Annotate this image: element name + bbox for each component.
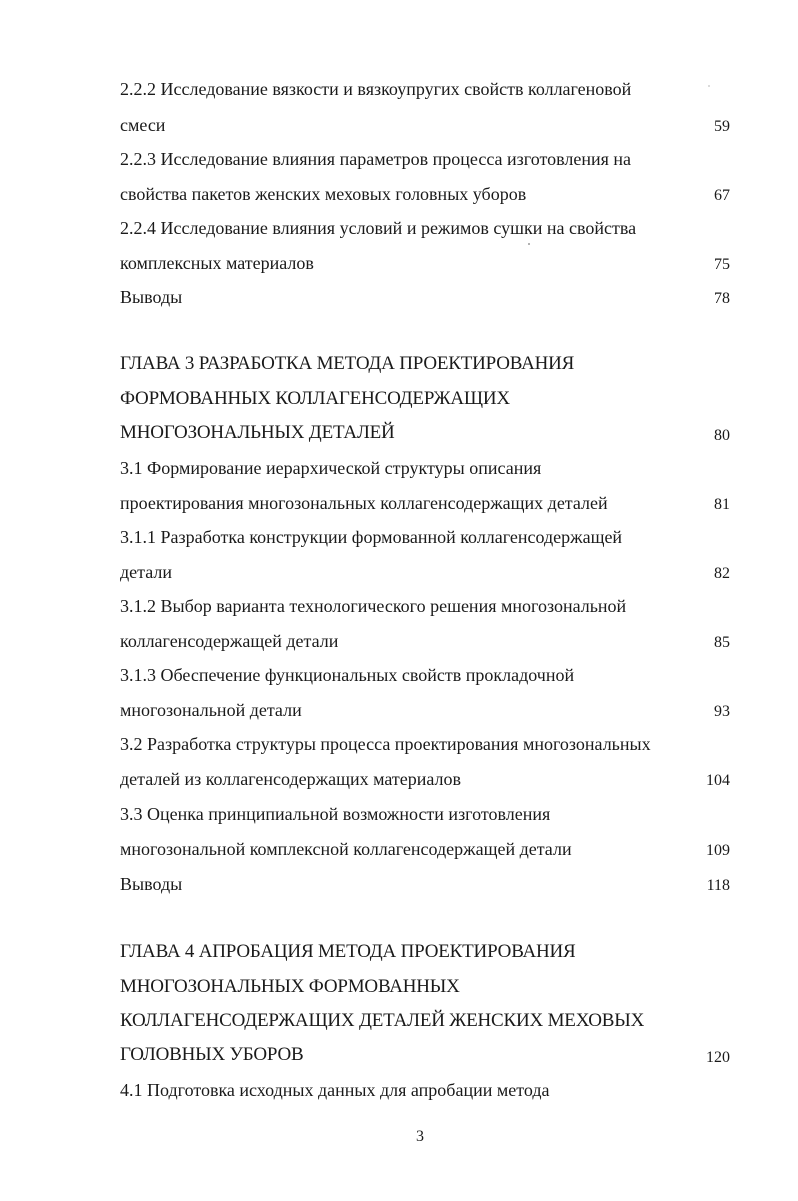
toc-entry-2-2-3-page: 67: [714, 187, 730, 204]
toc-entry-3-1-2-line1: 3.1.2 Выбор варианта технологического решения многозональной: [120, 596, 627, 616]
toc-entry-3-3-line1: 3.3 Оценка принципиальной возможности изготовления: [120, 804, 551, 824]
toc-entry-2-2-2-line1: 2.2.2 Исследование вязкости и вязкоупругих свойств коллагеновой: [120, 79, 632, 99]
toc-chapter-3-line3: МНОГОЗОНАЛЬНЫХ ДЕТАЛЕЙ: [120, 422, 395, 443]
toc-entry-conclusions-2-page: 78: [714, 290, 730, 307]
toc-chapter-3-line2: ФОРМОВАННЫХ КОЛЛАГЕНСОДЕРЖАЩИХ: [120, 388, 510, 409]
toc-entry-3-1-1-line1: 3.1.1 Разработка конструкции формованной коллагенсодержащей: [120, 527, 623, 547]
toc-entry-4-1-line1: 4.1 Подготовка исходных данных для апробации метода: [120, 1080, 550, 1100]
scan-speck: [708, 85, 710, 87]
toc-entry-3-1-3-line2: многозональной детали: [120, 700, 302, 720]
toc-chapter-4-line1: ГЛАВА 4 АПРОБАЦИЯ МЕТОДА ПРОЕКТИРОВАНИЯ: [120, 941, 576, 962]
toc-chapter-4-page: 120: [706, 1049, 730, 1066]
toc-chapter-4-line4: ГОЛОВНЫХ УБОРОВ: [120, 1044, 304, 1065]
toc-entry-3-1-3-line1: 3.1.3 Обеспечение функциональных свойств прокладочной: [120, 665, 575, 685]
toc-entry-3-2-line2: деталей из коллагенсодержащих материалов: [120, 769, 461, 789]
toc-chapter-4-line2: МНОГОЗОНАЛЬНЫХ ФОРМОВАННЫХ: [120, 976, 460, 997]
toc-entry-3-1-1-line2: детали: [120, 562, 172, 582]
page-number: 3: [416, 1128, 424, 1145]
toc-entry-conclusions-3: Выводы: [120, 874, 183, 894]
toc-entry-2-2-2-page: 59: [714, 118, 730, 135]
toc-entry-3-1-page: 81: [714, 496, 730, 513]
toc-entry-3-1-1-page: 82: [714, 565, 730, 582]
toc-entry-3-3-line2: многозональной комплексной коллагенсодержащей детали: [120, 839, 572, 859]
toc-entry-3-2-line1: 3.2 Разработка структуры процесса проектирования многозональных: [120, 734, 651, 754]
toc-entry-3-1-line1: 3.1 Формирование иерархической структуры описания: [120, 458, 542, 478]
toc-entry-2-2-4-line1: 2.2.4 Исследование влияния условий и режимов сушки на свойства: [120, 218, 637, 238]
toc-entry-3-1-line2: проектирования многозональных коллагенсодержащих деталей: [120, 493, 608, 513]
toc-chapter-3-page: 80: [714, 427, 730, 444]
toc-entry-3-3-page: 109: [706, 842, 730, 859]
toc-entry-3-1-2-page: 85: [714, 634, 730, 651]
toc-entry-2-2-3-line1: 2.2.3 Исследование влияния параметров процесса изготовления на: [120, 149, 632, 169]
toc-chapter-3-line1: ГЛАВА 3 РАЗРАБОТКА МЕТОДА ПРОЕКТИРОВАНИЯ: [120, 353, 575, 374]
toc-entry-2-2-2-line2: смеси: [120, 115, 166, 135]
toc-entry-3-1-2-line2: коллагенсодержащей детали: [120, 631, 339, 651]
toc-entry-conclusions-2: Выводы: [120, 287, 183, 307]
toc-chapter-4-line3: КОЛЛАГЕНСОДЕРЖАЩИХ ДЕТАЛЕЙ ЖЕНСКИХ МЕХОВЫХ: [120, 1010, 645, 1031]
toc-entry-conclusions-3-page: 118: [706, 877, 730, 894]
toc-entry-2-2-4-page: 75: [714, 256, 730, 273]
toc-entry-2-2-3-line2: свойства пакетов женских меховых головных уборов: [120, 184, 527, 204]
toc-entry-3-2-page: 104: [706, 772, 730, 789]
scan-speck: [528, 243, 530, 245]
toc-entry-2-2-4-line2: комплексных материалов: [120, 253, 314, 273]
toc-entry-3-1-3-page: 93: [714, 703, 730, 720]
